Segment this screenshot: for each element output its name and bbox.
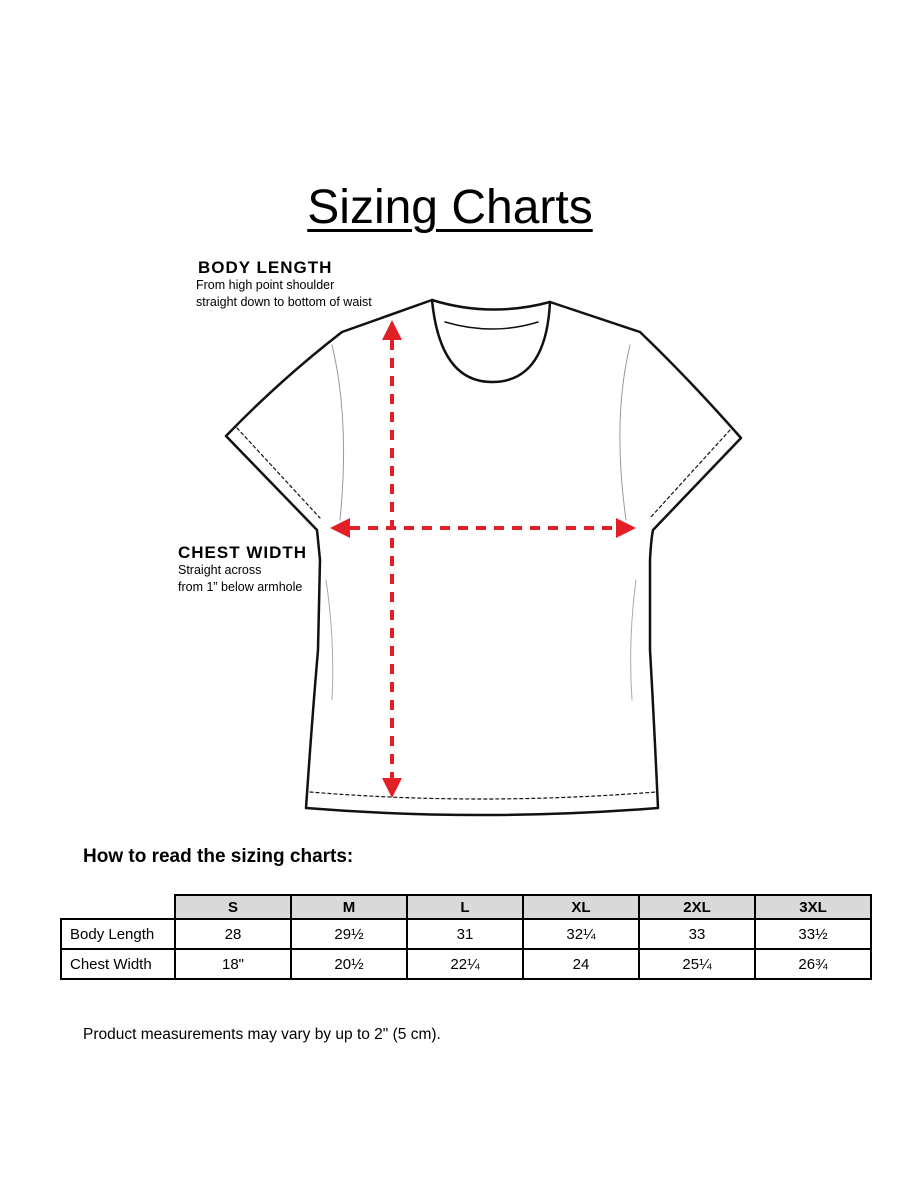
table-corner [61,895,175,919]
row-label: Chest Width [61,949,175,979]
table-row [61,919,871,949]
table-cell: 22¼ [407,949,523,979]
column-header: M [291,895,407,919]
row-label: Body Length [61,919,175,949]
column-header: L [407,895,523,919]
body-length-description-line2: straight down to bottom of waist [196,295,372,309]
column-header: 2XL [639,895,755,919]
table-header-row [61,895,871,919]
chest-width-arrow [330,518,636,538]
column-header: S [175,895,291,919]
table-cell: 18" [175,949,291,979]
table-cell: 26¾ [755,949,871,979]
table-cell: 25¼ [639,949,755,979]
body-length-heading: BODY LENGTH [198,258,333,277]
table-cell: 33½ [755,919,871,949]
column-header: XL [523,895,639,919]
table-cell: 28 [175,919,291,949]
body-length-description-line1: From high point shoulder [196,278,335,292]
table-cell: 32¼ [523,919,639,949]
table-cell: 24 [523,949,639,979]
table-cell: 31 [407,919,523,949]
table-cell: 20½ [291,949,407,979]
body-length-arrow [382,320,402,798]
howto-heading: How to read the sizing charts: [83,846,354,867]
column-header: 3XL [755,895,871,919]
measurement-note: Product measurements may vary by up to 2" (5 cm). [83,1026,441,1043]
chest-width-description-line2: from 1” below armhole [178,580,303,594]
chest-width-heading: CHEST WIDTH [178,543,308,562]
tshirt-outline [226,300,741,815]
table-row [61,949,871,979]
sizing-table [60,894,872,980]
page-title: Sizing Charts [307,181,593,234]
table-cell: 29½ [291,919,407,949]
table-cell: 33 [639,919,755,949]
chest-width-description-line1: Straight across [178,563,262,577]
